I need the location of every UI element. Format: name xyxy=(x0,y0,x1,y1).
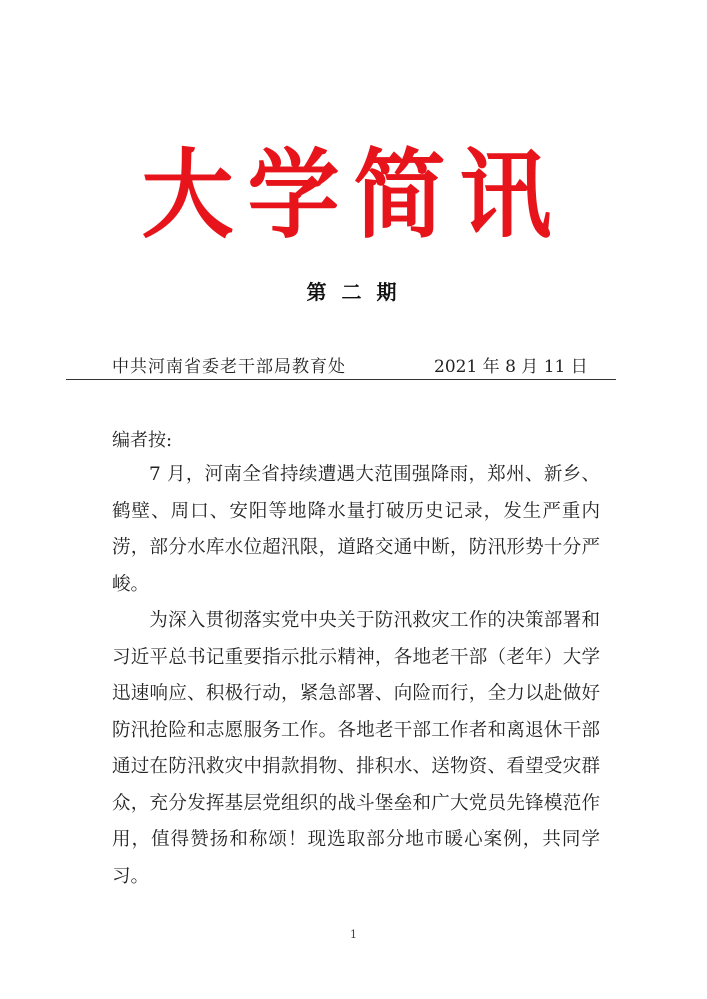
publication-date: 2021 年 8 月 11 日 xyxy=(434,357,588,377)
body-paragraph: 为深入贯彻落实党中央关于防汛救灾工作的决策部署和习近平总书记重要指示批示精神，各地老干部（老年）大学迅速响应、积极行动，紧急部署、向险而行，全力以赴做好防汛抢险和志愿服务工作。各地老干部工作者和离退休干部通过在防汛救灾中捐款捐物、排积水、送物资、看望受灾群众，充分发挥基层党组织的战斗堡垒和广大党员先锋模范作用，值得赞扬和称颂！现选取部分地市暖心案例，共同学习。 xyxy=(112,610,600,887)
body-paragraph: 7 月，河南全省持续遭遇大范围强降雨，郑州、新乡、鹤壁、周口、安阳等地降水量打破历史记录，发生严重内涝，部分水库水位超汛限，道路交通中断，防汛形势十分严峻。 xyxy=(112,464,600,595)
header-divider xyxy=(66,379,616,380)
issue-number: 第 二 期 xyxy=(306,280,401,304)
publisher-name: 中共河南省委老干部局教育处 xyxy=(112,357,346,377)
masthead-title: 大学简讯 xyxy=(141,138,566,252)
page-number: 1 xyxy=(350,928,357,941)
editor-note-label: 编者按: xyxy=(112,430,173,451)
